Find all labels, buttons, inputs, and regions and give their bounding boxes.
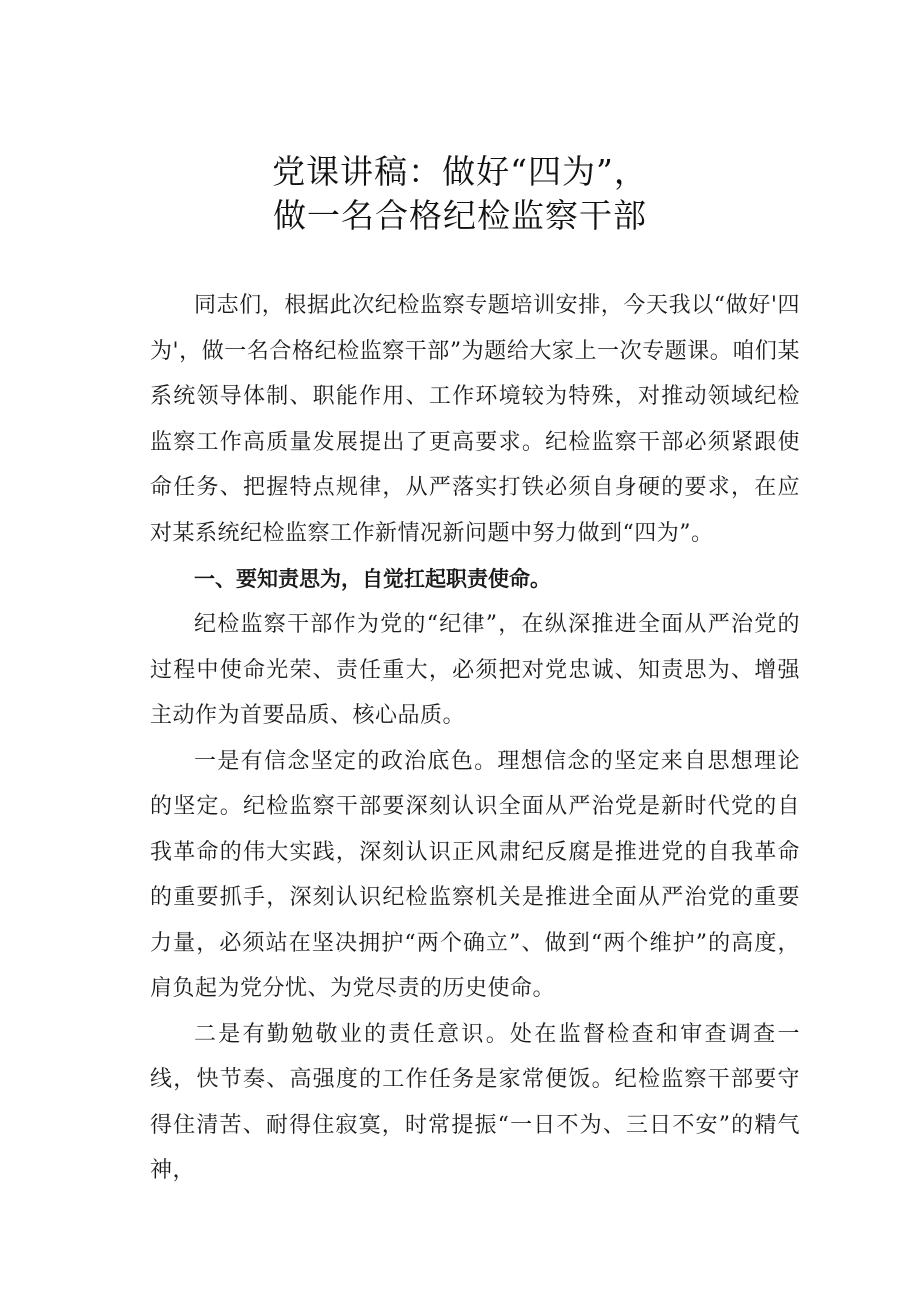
section1-paragraph-2: 一是有信念坚定的政治底色。理想信念的坚定来自思想理论的坚定。纪检监察干部要深刻认识全面从严治党是新时代党的自我革命的伟大实践，深刻认识正风肃纪反腐是推进党的自我革命的重要抓手，深刻认识纪检监察机关是推进全面从严治党的重要力量，必须站在坚决拥护“两个确立”、做到“两个维护”的高度，肩负起为党分忧、为党尽责的历史使命。 xyxy=(150,748,800,1001)
document-body xyxy=(150,283,800,1194)
intro-paragraph: 同志们，根据此次纪检监察专题培训安排，今天我以“做好'四为'，做一名合格纪检监察干部”为题给大家上一次专题课。咱们某系统领导体制、职能作用、工作环境较为特殊，对推动领域纪检监察工作高质量发展提出了更高要求。纪检监察干部必须紧跟使命任务、把握特点规律，从严落实打铁必须自身硬的要求，在应对某系统纪检监察工作新情况新问题中努力做到“四为”。 xyxy=(150,293,800,546)
section1-paragraph-1: 纪检监察干部作为党的“纪律”，在纵深推进全面从严治党的过程中使命光荣、责任重大，必须把对党忠诚、知责思为、增强主动作为首要品质、核心品质。 xyxy=(150,612,800,728)
section-heading-1: 一、要知责思为，自觉扛起职责使命。 xyxy=(194,567,551,591)
document-title-line-2: 做一名合格纪检监察干部 xyxy=(273,196,647,235)
document-title-line-1: 党课讲稿：做好“四为”， xyxy=(272,152,648,191)
section1-paragraph-3: 二是有勤勉敬业的责任意识。处在监督检查和审查调查一线，快节奏、高强度的工作任务是家常便饭。纪检监察干部要守得住清苦、耐得住寂寞，时常提振“一日不为、三日不安”的精气神， xyxy=(150,1021,800,1183)
